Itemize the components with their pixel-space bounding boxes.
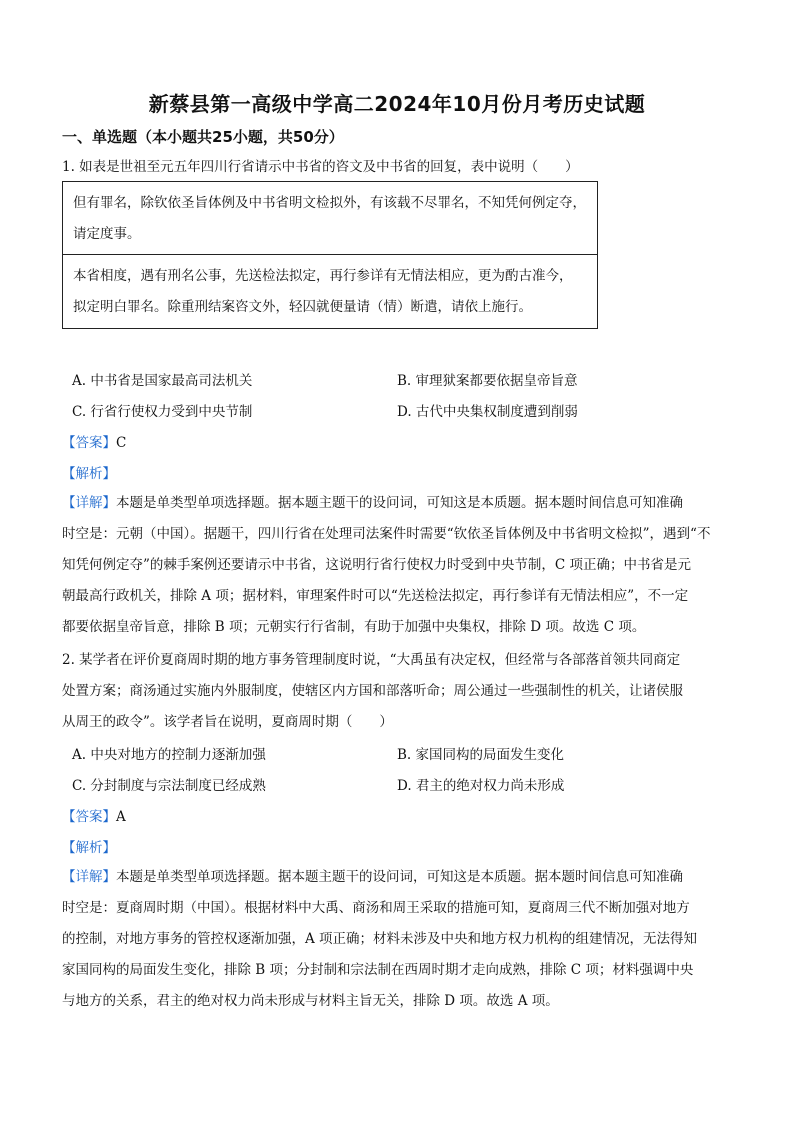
q1-stem: 1. 如表是世祖至元五年四川行省请示中书省的咨文及中书省的回复，表中说明（ ）: [62, 159, 579, 175]
q1-option-d: D. 古代中央集权制度遭到削弱: [397, 404, 578, 420]
q2-option-c: C. 分封制度与宗法制度已经成熟: [72, 778, 266, 794]
q2-analysis-label: [62, 836, 116, 856]
q1-table: [62, 181, 598, 329]
q2-detail-line-3: 的控制，对地方事务的管控权逐渐加强，A 项正确；材料未涉及中央和地方权力机构的组建情况，无法得知: [62, 931, 698, 947]
detail-label: 【详解】: [62, 495, 116, 511]
q1-detail-line-1: [62, 493, 738, 513]
q1-detail-line-5: 都要依据皇帝旨意，排除 B 项；元朝实行行省制，有助于加强中央集权，排除 D 项。故选 C 项。: [62, 619, 646, 635]
q2-option-d: D. 君主的绝对权力尚未形成: [397, 778, 565, 794]
q1-detail-text-1: 本题是单类型单项选择题。据本题主题干的设问词，可知这是本质题。据本题时间信息可知准确: [116, 495, 683, 511]
q1-table-row-2-line-2: 拟定明白罪名。除重刑结案咨文外，轻囚就便量请（情）断遣，请依上施行。: [73, 299, 532, 315]
answer-value: C: [116, 435, 127, 451]
q1-table-row-2-line-1: 本省相度，遇有刑名公事，先送检法拟定，再行参详有无情法相应，更为酌古准今，: [73, 268, 573, 284]
q2-detail-line-1: [62, 867, 738, 887]
section-heading: 一、单选题（本小题共25小题，共50分）: [62, 128, 344, 146]
q1-answer: [62, 431, 126, 451]
q1-option-c: C. 行省行使权力受到中央节制: [72, 404, 253, 420]
q2-detail-line-5: 与地方的关系，君主的绝对权力尚未形成与材料主旨无关，排除 D 项。故选 A 项。: [62, 993, 559, 1009]
q1-table-row-1-line-1: 但有罪名，除钦依圣旨体例及中书省明文检拟外，有该载不尽罪名，不知凭何例定夺，: [73, 195, 586, 211]
answer-label: 【答案】: [62, 435, 116, 451]
detail-label: 【详解】: [62, 869, 116, 885]
analysis-label: 【解析】: [62, 840, 116, 856]
q2-detail-line-4: 家国同构的局面发生变化，排除 B 项；分封制和宗法制在西周时期才走向成熟，排除 C 项；材料强调中央: [62, 962, 694, 978]
q2-stem-line-3: 从周王的政令”。该学者旨在说明，夏商周时期（ ）: [62, 714, 393, 730]
q1-table-row-1: [63, 188, 597, 250]
q1-analysis-label: [62, 462, 116, 482]
page-title: 新蔡县第一高级中学高二2024年10月份月考历史试题: [148, 92, 646, 116]
q2-answer: [62, 805, 126, 825]
q2-detail-line-2: 时空是：夏商周时期（中国）。根据材料中大禹、商汤和周王采取的措施可知，夏商周三代不断加强对地方: [62, 900, 690, 916]
q1-detail-line-2: 时空是：元朝（中国）。据题干，四川行省在处理司法案件时需要“钦依圣旨体例及中书省明文检拟”，遇到“不: [62, 526, 711, 542]
answer-value: A: [116, 809, 126, 825]
q2-detail-text-1: 本题是单类型单项选择题。据本题主题干的设问词，可知这是本质题。据本题时间信息可知准确: [116, 869, 683, 885]
q1-option-a: A. 中书省是国家最高司法机关: [72, 373, 253, 389]
q2-stem-line-2: 处置方案；商汤通过实施内外服制度，使辖区内方国和部落听命；周公通过一些强制性的机关，让诸侯服: [62, 683, 683, 699]
table-divider: [63, 254, 597, 255]
q1-option-b: B. 审理狱案都要依据皇帝旨意: [397, 373, 578, 389]
q2-option-a: A. 中央对地方的控制力逐渐加强: [72, 747, 266, 763]
q1-detail-line-4: 朝最高行政机关，排除 A 项；据材料，审理案件时可以“先送检法拟定，再行参详有无情法相应”，不一定: [62, 588, 689, 604]
q2-stem-line-1: 2. 某学者在评价夏商周时期的地方事务管理制度时说，“大禹虽有决定权，但经常与各部落首领共同商定: [62, 652, 681, 668]
analysis-label: 【解析】: [62, 466, 116, 482]
answer-label: 【答案】: [62, 809, 116, 825]
q1-table-row-1-line-2: 请定度事。: [73, 226, 141, 242]
q2-option-b: B. 家国同构的局面发生变化: [397, 747, 565, 763]
q1-table-row-2: [63, 261, 597, 323]
q1-detail-line-3: 知凭何例定夺”的棘手案例还要请示中书省，这说明行省行使权力时受到中央节制，C 项正确；中书省是元: [62, 557, 692, 573]
